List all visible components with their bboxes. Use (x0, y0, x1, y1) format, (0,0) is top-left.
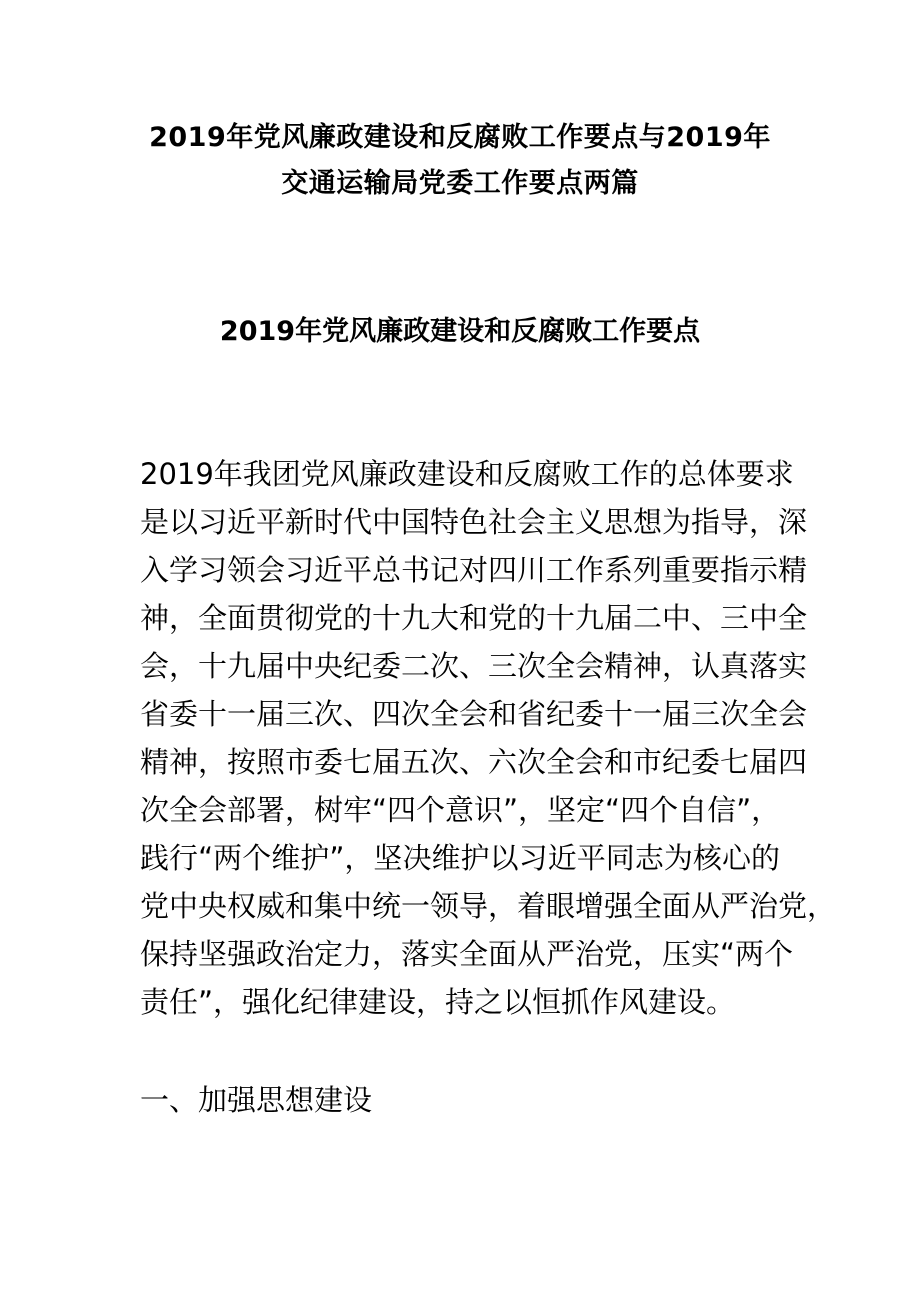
paragraph-line: 会，十九届中央纪委二次、三次全会精神，认真落实 (140, 649, 808, 683)
paragraph-line: 党中央权威和集中统一领导，着眼增强全面从严治党， (140, 889, 837, 923)
paragraph-line: 践行“两个维护”，坚决维护以习近平同志为核心的 (140, 841, 780, 875)
section-title: 2019年党风廉政建设和反腐败工作要点 (219, 316, 701, 347)
paragraph-line: 精神，按照市委七届五次、六次全会和市纪委七届四 (140, 745, 808, 779)
paragraph-line: 次全会部署，树牢“四个意识”，坚定“四个自信”， (140, 793, 781, 827)
paragraph-line: 2019年我团党风廉政建设和反腐败工作的总体要求 (140, 457, 794, 491)
document-title-line-1: 2019年党风廉政建设和反腐败工作要点与2019年 (149, 122, 771, 153)
paragraph-line: 是以习近平新时代中国特色社会主义思想为指导，深 (140, 505, 808, 539)
paragraph-line: 入学习领会习近平总书记对四川工作系列重要指示精 (140, 553, 808, 587)
paragraph-line: 保持坚强政治定力，落实全面从严治党，压实“两个 (140, 937, 794, 971)
document-title-line-2: 交通运输局党委工作要点两篇 (281, 168, 639, 199)
paragraph-line: 省委十一届三次、四次全会和省纪委十一届三次全会 (140, 697, 808, 731)
heading-1: 一、加强思想建设 (140, 1083, 373, 1117)
paragraph-line: 神，全面贯彻党的十九大和党的十九届二中、三中全 (140, 601, 808, 635)
paragraph-line: 责任”，强化纪律建设，持之以恒抓作风建设。 (140, 985, 736, 1019)
